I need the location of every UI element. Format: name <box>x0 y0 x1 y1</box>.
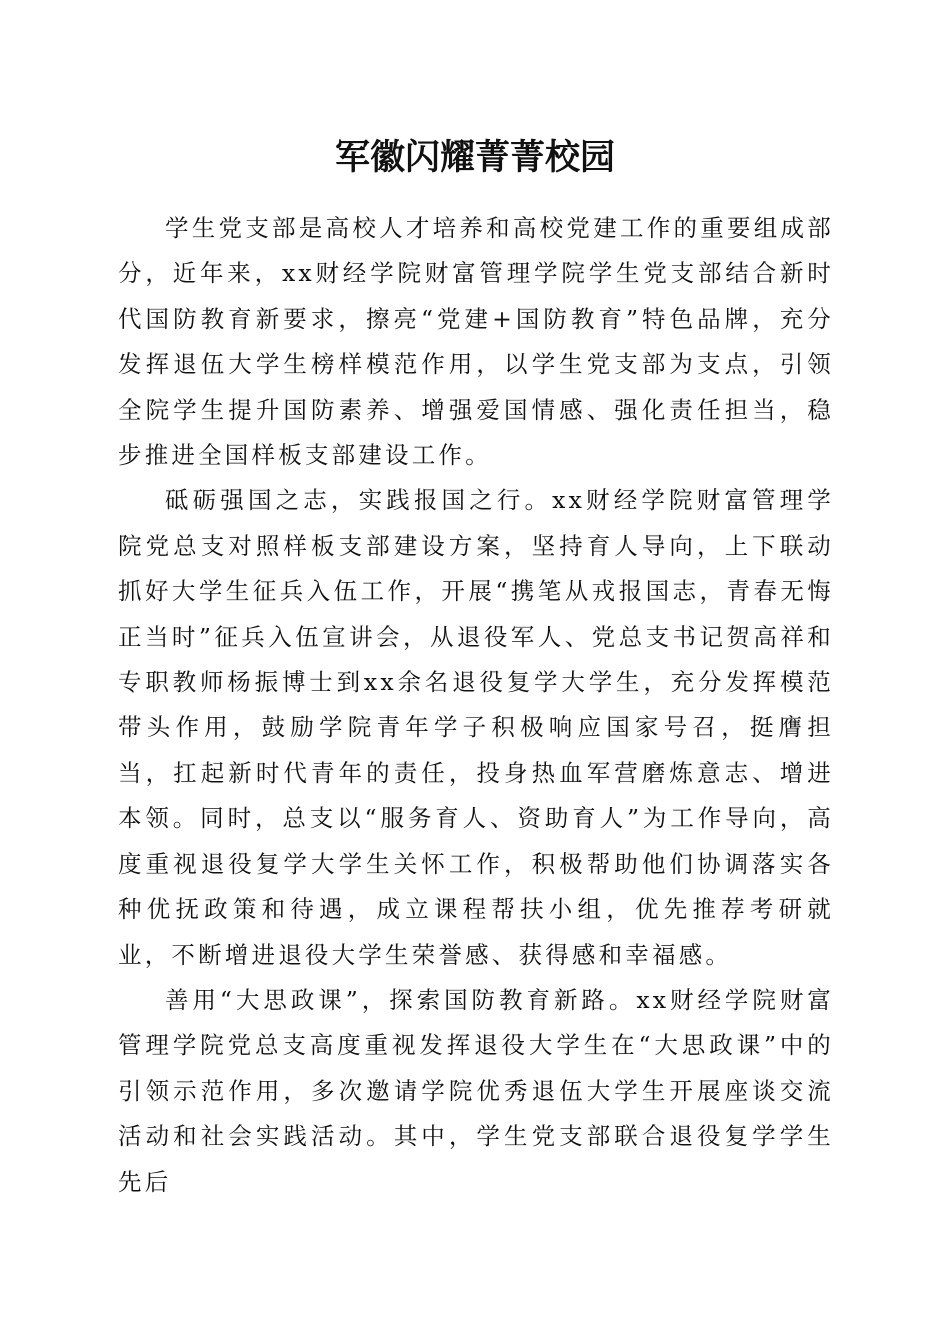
document-body <box>118 206 834 1205</box>
paragraph-3: 善用“大思政课”，探索国防教育新路。xx财经学院财富管理学院党总支高度重视发挥退役大学生在“大思政课”中的引领示范作用，多次邀请学院优秀退伍大学生开展座谈交流活动和社会实践活动。其中，学生党支部联合退役复学学生先后 <box>118 985 834 1196</box>
paragraph-1: 学生党支部是高校人才培养和高校党建工作的重要组成部分，近年来，xx财经学院财富管理学院学生党支部结合新时代国防教育新要求，擦亮“党建+国防教育”特色品牌，充分发挥退伍大学生榜样模范作用，以学生党支部为支点，引领全院学生提升国防素养、增强爱国情感、强化责任担当，稳步推进全国样板支部建设工作。 <box>118 214 834 470</box>
document-title: 军徽闪耀菁菁校园 <box>334 137 615 178</box>
paragraph-2: 砥砺强国之志，实践报国之行。xx财经学院财富管理学院党总支对照样板支部建设方案，坚持育人导向，上下联动抓好大学生征兵入伍工作，开展“携笔从戎报国志，青春无悔正当时”征兵入伍宣讲会，从退役军人、党总支书记贺高祥和专职教师杨振博士到xx余名退役复学大学生，充分发挥模范带头作用，鼓励学院青年学子积极响应国家号召，挺膺担当，扛起新时代青年的责任，投身热血军营磨炼意志、增进本领。同时，总支以“服务育人、资助育人”为工作导向，高度重视退役复学大学生关怀工作，积极帮助他们协调落实各种优抚政策和待遇，成立课程帮扶小组，优先推荐考研就业，不断增进退役大学生荣誉感、获得感和幸福感。 <box>118 486 834 969</box>
